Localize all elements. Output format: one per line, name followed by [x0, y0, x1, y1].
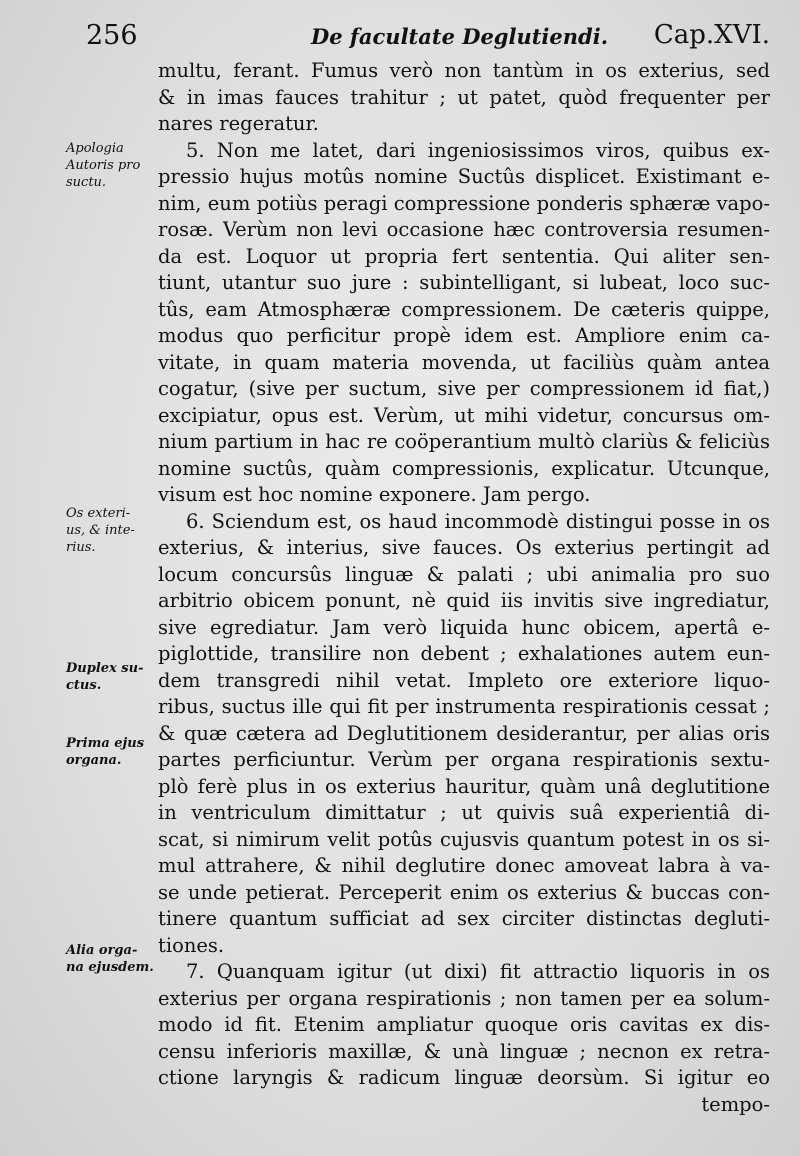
text-line: nares regeratur. — [158, 112, 319, 135]
text-line: tiunt, utantur suo jure : subintelligant, si lubeat, loco suc- — [158, 271, 770, 294]
text-line: mul attrahere, & nihil deglutire donec amoveat labra à va- — [158, 854, 770, 877]
text-line: da est. Loquor ut propria fert sententia. Qui aliter sen- — [158, 244, 770, 268]
text-line: locum concursûs linguæ & palati ; ubi animalia pro suo — [158, 562, 770, 586]
text-line: modus quo perficitur propè idem est. Ampliore enim ca- — [158, 324, 770, 347]
text-line: multu, ferant. Fumus verò non tantùm in os exterius, sed — [158, 59, 770, 82]
catchword: tempo- — [701, 1092, 770, 1116]
text-line: scat, si nimirum velit potûs cujusvis quantum potest in os si- — [158, 827, 770, 851]
text-line: ribus, suctus ille qui fit per instrumenta respirationis cessat ; — [158, 695, 770, 718]
text-line: se unde petierat. Perceperit enim os exterius & buccas con- — [158, 880, 770, 904]
text-line: cogatur, (sive per suctum, sive per compressionem id fiat,) — [158, 377, 770, 400]
marginal-note-line: suctu. — [66, 175, 107, 190]
text-line: & quæ cætera ad Deglutitionem desiderantur, per alias oris — [158, 721, 770, 745]
marginal-note — [66, 942, 162, 976]
marginal-note-line: Alia orga- — [66, 943, 138, 958]
text-line: in ventriculum dimittatur ; ut quivis suâ experientiâ di- — [158, 801, 770, 824]
text-line: exterius per organa respirationis ; non tamen per ea solum- — [158, 986, 770, 1010]
marginal-note-line: Apologia — [66, 141, 124, 156]
text-line: pressio hujus motûs nomine Suctûs displicet. Existimant e- — [158, 165, 770, 188]
text-line: 5. Non me latet, dari ingeniosissimos viros, quibus ex- — [186, 138, 770, 162]
marginal-note-line: Autoris pro — [66, 158, 141, 173]
marginal-note-line: rius. — [66, 540, 96, 555]
marginal-note — [66, 735, 162, 769]
marginal-note-line: Prima ejus — [66, 736, 145, 751]
text-line: dem transgredi nihil vetat. Impleto ore exteriore liquo- — [158, 668, 770, 692]
text-line: tiones. — [158, 933, 225, 957]
text-line: 7. Quanquam igitur (ut dixi) fit attractio liquoris in os — [186, 960, 770, 983]
text-line: modo id fit. Etenim ampliatur quoque oris cavitas ex dis- — [158, 1013, 770, 1036]
text-line: nim, eum potiùs peragi compressione ponderis sphæræ vapo- — [158, 191, 770, 215]
text-line: 6. Sciendum est, os haud incommodè distingui posse in os — [186, 509, 770, 533]
marginal-note — [66, 505, 162, 556]
text-line: & in imas fauces trahitur ; ut patet, quòd frequenter per — [158, 85, 770, 109]
text-line: censu inferioris maxillæ, & unà linguæ ; necnon ex retra- — [158, 1039, 770, 1063]
text-line: vitate, in quam materia movenda, ut faciliùs quàm antea — [158, 350, 770, 374]
text-line: exterius, & interius, sive fauces. Os exterius pertingit ad — [158, 536, 770, 559]
text-line: tinere quantum sufficiat ad sex circiter distinctas degluti- — [158, 907, 770, 930]
body-text — [158, 58, 770, 1118]
text-line: piglottide, transilire non debent ; exhalationes autem eun- — [158, 642, 770, 665]
text-line: plò ferè plus in os exterius hauritur, quàm unâ deglutitione — [158, 774, 770, 798]
marginal-note-line: Duplex su- — [66, 661, 144, 676]
page-header — [86, 20, 770, 60]
marginal-note — [66, 140, 162, 191]
text-line: excipiatur, opus est. Verùm, ut mihi videtur, concursus om- — [158, 403, 770, 427]
marginal-note-line: Os exteri- — [66, 506, 131, 521]
page-number: 256 — [86, 20, 138, 51]
text-line: sive egrediatur. Jam verò liquida hunc obicem, apertâ e- — [158, 615, 770, 639]
marginal-note — [66, 660, 162, 694]
text-line: nium partium in hac re coöperantium multò clariùs & feliciùs — [158, 430, 770, 453]
marginal-note-line: na ejusdem. — [66, 960, 154, 975]
text-line: visum est hoc nomine exponere. Jam pergo. — [158, 483, 591, 506]
marginal-note-line: organa. — [66, 753, 122, 768]
marginal-note-line: ctus. — [66, 678, 102, 693]
text-line: partes perficiuntur. Verùm per organa respirationis sextu- — [158, 748, 770, 771]
text-line: rosæ. Verùm non levi occasione hæc controversia resumen- — [158, 218, 770, 241]
running-head: De facultate Deglutiendi. — [311, 24, 609, 49]
text-line: arbitrio obicem ponunt, nè quid iis invitis sive ingrediatur, — [158, 589, 770, 612]
text-line: ctione laryngis & radicum linguæ deorsùm. Si igitur eo — [158, 1066, 770, 1089]
chapter-label: Cap.XVI. — [653, 20, 770, 50]
text-line: tûs, eam Atmosphæræ compressionem. De cæteris quippe, — [158, 297, 770, 321]
text-line: nomine suctûs, quàm compressionis, explicatur. Utcunque, — [158, 456, 770, 480]
marginal-note-line: us, & inte- — [66, 523, 135, 538]
